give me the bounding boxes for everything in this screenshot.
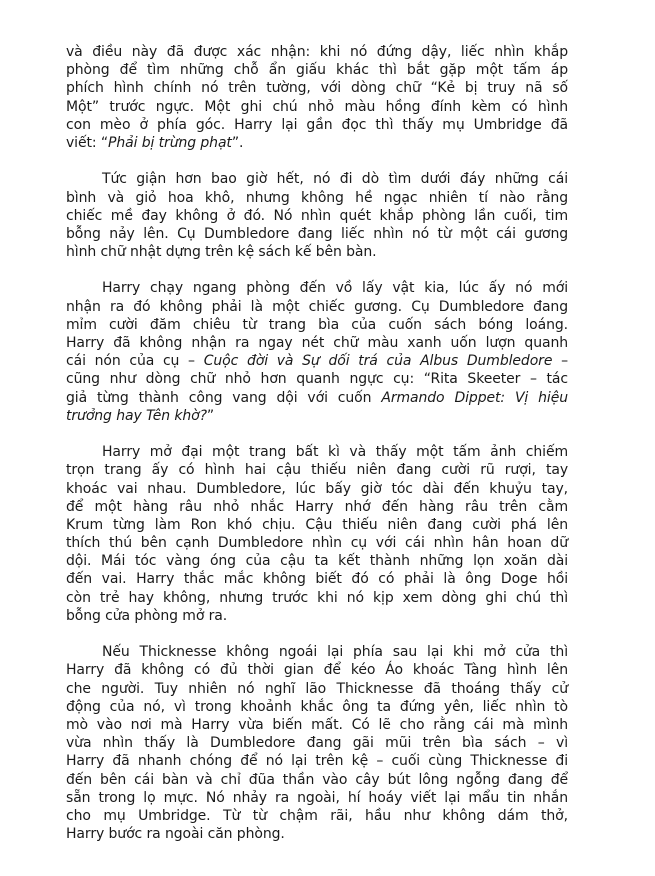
text-line <box>66 298 568 316</box>
line-content <box>66 189 568 207</box>
line-content <box>66 607 568 625</box>
paragraph <box>66 170 568 261</box>
text-line <box>66 480 568 498</box>
text-line <box>66 607 568 625</box>
line-content <box>66 461 568 479</box>
italic-text: trưởng hay Tên khờ? <box>66 407 207 424</box>
text-line <box>66 771 568 789</box>
text-line <box>66 279 568 297</box>
text-run: Harry mở đại một trang bất kì và thấy một tấm ảnh chiếm <box>102 444 568 461</box>
text-run: Harry đã không nhận ra ngay nét chữ màu xanh uốn lượn quanh <box>66 335 568 351</box>
line-content <box>66 716 568 734</box>
text-run: che người. Tuy nhiên nó nghĩ lão Thicknesse đã thoáng thấy cử <box>66 680 568 697</box>
text-run: hình chữ nhật dựng trên kệ sách kế bên bàn. <box>66 244 377 261</box>
text-run: phích hình chính nó trên tường, với dòng chữ “Kẻ bị truy nã số <box>66 80 568 97</box>
line-content <box>66 807 568 825</box>
text-line <box>66 189 568 207</box>
text-run: mỉm cười đăm chiêu từ trang bìa của cuốn sách bóng loáng. <box>66 316 568 333</box>
text-line <box>66 370 568 388</box>
line-content <box>66 61 568 79</box>
text-run: con mèo ở phía góc. Harry lại gần đọc thì thấy mụ Umbridge đã <box>66 116 568 133</box>
text-line <box>66 316 568 334</box>
text-line <box>66 734 568 752</box>
text-line <box>66 61 568 79</box>
text-run: giả từng thành công vang dội với cuốn <box>66 389 382 406</box>
paragraph <box>66 643 568 843</box>
line-content <box>102 643 568 661</box>
text-line <box>66 570 568 588</box>
text-run: động của nó, vì trong khoảnh khắc ông ta đứng yên, liếc nhìn tò <box>66 698 568 715</box>
text-run: Tức giận hơn bao giờ hết, nó đi dò tìm dưới đáy những cái <box>102 171 568 188</box>
text-line <box>66 698 568 716</box>
text-line <box>66 98 568 116</box>
text-line <box>66 643 568 661</box>
line-content <box>66 134 568 152</box>
text-run: khoác vai nhau. Dumbledore, lúc bấy giờ tóc dài đến khuỷu tay, <box>66 480 568 497</box>
text-run: cũng như dòng chữ nhỏ hơn quanh ngực cụ: “Rita Skeeter – tác <box>66 371 568 388</box>
italic-text: Phải bị trừng phạt <box>108 134 232 151</box>
line-content <box>66 43 568 61</box>
italic-text: Armando Dippet: Vị hiệu <box>381 389 568 406</box>
line-content <box>66 243 568 261</box>
text-run: Harry chạy ngang phòng đến vồ lấy vật kia, lúc ấy nó mới <box>102 280 568 297</box>
text-line <box>66 389 568 407</box>
text-run: đến bên cái bàn và chỉ đũa thần vào cây bút lông ngỗng đang để <box>66 771 568 788</box>
line-content <box>66 752 568 770</box>
line-content <box>66 589 568 607</box>
text-line <box>66 498 568 516</box>
text-run: nhận ra đó không phải là một chiếc gương. Cụ Dumbledore đang <box>66 298 568 315</box>
text-run: sẵn trong lọ mực. Nó nhảy ra ngoài, hí hoáy viết lại mẩu tin nhắn <box>66 789 568 806</box>
line-content <box>66 79 568 97</box>
text-run: Một” trước ngực. Một ghi chú nhỏ màu hồng đính kèm có hình <box>66 98 568 115</box>
line-content <box>102 279 568 297</box>
text-run: Nếu Thicknesse không ngoái lại phía sau lại khi mở cửa thì <box>102 644 568 661</box>
text-line <box>66 716 568 734</box>
text-run: Harry bước ra ngoài căn phòng. <box>66 826 285 843</box>
line-content <box>66 298 568 316</box>
line-content <box>66 352 568 370</box>
line-content <box>66 225 568 243</box>
line-content <box>66 825 568 843</box>
text-line <box>66 461 568 479</box>
text-line <box>66 825 568 843</box>
line-content <box>66 389 568 407</box>
text-line <box>66 334 568 352</box>
text-run: dội. Mái tóc vàng óng của cậu ta kết thành những lọn xoăn dài <box>66 553 568 570</box>
text-run: phòng để tìm những chỗ ẩn giấu khác thì bắt gặp một tấm áp <box>66 62 568 79</box>
text-line <box>66 170 568 188</box>
text-line <box>66 443 568 461</box>
line-content <box>66 771 568 789</box>
text-line <box>66 807 568 825</box>
line-content <box>66 552 568 570</box>
line-content <box>66 98 568 116</box>
italic-text: Cuộc đời và Sự dối trá của Albus Dumbledore <box>203 353 553 370</box>
text-run: cái nón của cụ – <box>66 353 204 370</box>
line-content <box>66 680 568 698</box>
line-content <box>66 334 568 352</box>
document-page <box>66 43 568 861</box>
text-line <box>66 661 568 679</box>
text-run: Harry đã nhanh chóng để nó lại trên kệ – cuối cùng Thicknesse đi <box>66 753 568 770</box>
line-content <box>66 698 568 716</box>
text-run: thích thú bên cạnh Dumbledore nhìn cụ với cái nhìn hân hoan dữ <box>66 535 568 552</box>
paragraph <box>66 279 568 425</box>
text-line <box>66 589 568 607</box>
text-run: trọn trang ấy có hình hai cậu thiếu niên đang cười rũ rượi, tay <box>66 462 568 479</box>
text-run: – <box>552 353 568 370</box>
text-run: cho mụ Umbridge. Từ từ chậm rãi, hầu như không dám thở, <box>66 807 568 824</box>
text-line <box>66 225 568 243</box>
line-content <box>66 516 568 534</box>
text-line <box>66 752 568 770</box>
text-line <box>66 516 568 534</box>
text-line <box>66 680 568 698</box>
line-content <box>66 661 568 679</box>
line-content <box>102 170 568 188</box>
text-run: bỗng nảy lên. Cụ Dumbledore đang liếc nhìn nó từ một cái gương <box>66 225 568 242</box>
text-line <box>66 43 568 61</box>
text-line <box>66 207 568 225</box>
line-content <box>66 789 568 807</box>
text-line <box>66 534 568 552</box>
text-run: và điều này đã được xác nhận: khi nó đứng dậy, liếc nhìn khắp <box>66 44 568 60</box>
text-line <box>66 407 568 425</box>
line-content <box>66 370 568 388</box>
text-line <box>66 352 568 370</box>
text-line <box>66 243 568 261</box>
text-run: chiếc mề đay không ở đó. Nó nhìn quét khắp phòng lần cuối, tim <box>66 207 568 224</box>
text-line <box>66 116 568 134</box>
text-run: bỗng cửa phòng mở ra. <box>66 607 228 624</box>
line-content <box>66 407 568 425</box>
text-run: ”. <box>231 134 244 151</box>
paragraph <box>66 443 568 625</box>
line-content <box>66 534 568 552</box>
line-content <box>66 316 568 334</box>
line-content <box>102 443 568 461</box>
text-line <box>66 134 568 152</box>
line-content <box>66 207 568 225</box>
line-content <box>66 570 568 588</box>
text-run: Krum từng làm Ron khó chịu. Cậu thiếu niên đang cười phá lên <box>66 516 568 533</box>
text-run: vừa nhìn thấy là Dumbledore đang gãi mũi trên bìa sách – vì <box>66 735 568 752</box>
text-run: còn trẻ hay không, nhưng trước khi nó kịp xem dòng ghi chú thì <box>66 589 568 606</box>
text-line <box>66 79 568 97</box>
text-run: bình và giỏ hoa khô, nhưng không hề ngạc nhiên tí nào rằng <box>66 189 568 206</box>
line-content <box>66 480 568 498</box>
text-line <box>66 552 568 570</box>
paragraph <box>66 43 568 152</box>
line-content <box>66 734 568 752</box>
line-content <box>66 116 568 134</box>
text-run: mò vào nơi mà Harry vừa biến mất. Có lẽ cho rằng cái mà mình <box>66 716 568 733</box>
text-run: Harry đã không có đủ thời gian để kéo Áo khoác Tàng hình lên <box>66 662 568 679</box>
text-run: đến vai. Harry thắc mắc không biết đó có phải là ông Doge hồi <box>66 571 568 588</box>
text-run: để một hàng râu nhỏ nhắc Harry nhớ đến hàng râu trên cằm <box>66 498 568 515</box>
text-run: ” <box>206 407 215 424</box>
line-content <box>66 498 568 516</box>
text-run: viết: “ <box>66 134 108 151</box>
text-line <box>66 789 568 807</box>
